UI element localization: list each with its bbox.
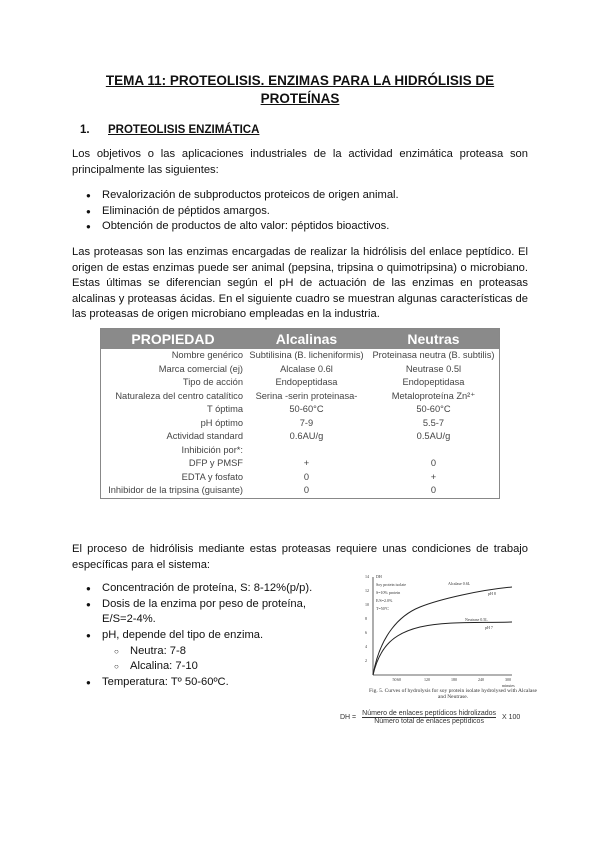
formula-fraction bbox=[362, 710, 496, 725]
table-cell: 0.5AU/g bbox=[416, 431, 451, 441]
table-cell: Neutrase 0.5l bbox=[405, 363, 462, 374]
table-row bbox=[101, 444, 500, 458]
fig-label: S=10% protein bbox=[376, 590, 401, 595]
table-cell: pH óptimo bbox=[200, 417, 243, 428]
table-cell: Metaloproteína Zn²⁺ bbox=[391, 390, 476, 401]
x-tick-label: 120 bbox=[424, 677, 430, 682]
fig-label: pH 7 bbox=[485, 625, 493, 630]
alcalase-curve bbox=[373, 587, 512, 675]
table-cell: Proteinasa neutra (B. subtilis) bbox=[372, 350, 495, 360]
table-cell: Nombre genérico bbox=[171, 350, 243, 360]
objectives-list bbox=[72, 188, 528, 235]
y-tick-label: 6 bbox=[365, 630, 367, 635]
table-cell: Actividad standard bbox=[166, 431, 243, 441]
table-cell bbox=[368, 444, 500, 458]
table-row bbox=[101, 430, 500, 444]
fig-label: T=50°C bbox=[376, 606, 389, 611]
conditions-paragraph: El proceso de hidrólisis mediante estas proteasas requiere unas condiciones de trabajo específicas para el sistema: bbox=[72, 543, 528, 571]
table-header: Neutras bbox=[368, 329, 500, 350]
fig-label: DH bbox=[376, 574, 382, 579]
table-cell: Subtilisina (B. licheniformis) bbox=[249, 350, 364, 360]
table-row bbox=[101, 363, 500, 377]
table-row bbox=[101, 349, 500, 363]
list-item: ● pH, depende del tipo de enzima. bbox=[72, 628, 342, 644]
table-header: Alcalinas bbox=[245, 329, 368, 350]
list-item: ○ Alcalina: 7-10 bbox=[72, 659, 342, 675]
y-tick-label: 10 bbox=[365, 602, 369, 607]
table-cell: Naturaleza del centro catalítico bbox=[115, 390, 243, 401]
x-tick-label: 50 bbox=[392, 677, 397, 682]
table-cell: 0 bbox=[430, 485, 437, 495]
table-row bbox=[101, 484, 500, 498]
fig-label: E/S=2.0% bbox=[376, 598, 393, 603]
table-cell: Inhibición por*: bbox=[181, 444, 243, 455]
formula-denominator: Número total de enlaces peptídicos bbox=[374, 718, 484, 725]
table-cell bbox=[245, 444, 368, 458]
list-item: ● Obtención de productos de alto valor: péptidos bioactivos. bbox=[72, 219, 528, 235]
intro-paragraph: Los objetivos o las aplicaciones industriales de la actividad enzimática proteasa son principalmente las siguientes: bbox=[72, 148, 528, 176]
section-heading bbox=[72, 124, 528, 136]
section-number: 1. bbox=[80, 124, 90, 136]
proteases-table bbox=[100, 328, 500, 499]
formula-numerator: Número de enlaces peptídicos hidrolizados bbox=[362, 710, 497, 717]
page-title: TEMA 11: PROTEOLISIS. ENZIMAS PARA LA HIDRÓLISIS DE PROTEÍNAS bbox=[105, 73, 495, 106]
table-cell: 0 bbox=[303, 485, 310, 495]
y-tick-label: 8 bbox=[365, 616, 367, 621]
fig-label: Neutrase 0.5L bbox=[465, 617, 488, 622]
proteases-paragraph: Las proteasas son las enzimas encargadas de realizar la hidrólisis del enlace peptídico. El origen de estas enzimas puede ser animal (pepsina, tripsina o quimotripsina) o microbiano. Estas últimas se diferencian según el pH de actuación de las enzimas en proteasas alcalinas y proteasas ácidas. En el siguiente cuadro se muestran algunas características de las proteasas de origen microbiano empleadas en la industria. bbox=[72, 245, 528, 321]
formula-factor: X 100 bbox=[502, 714, 521, 721]
x-tick-label: 180 bbox=[451, 677, 457, 682]
hydrolysis-figure bbox=[340, 565, 540, 730]
table-cell: 7-9 bbox=[299, 417, 314, 428]
table-row bbox=[101, 390, 500, 404]
table-cell: Endopeptidasa bbox=[402, 377, 465, 387]
table-cell: + bbox=[303, 458, 310, 468]
x-tick-label: 60 bbox=[397, 677, 401, 682]
table-cell: Inhibidor de la tripsina (guisante) bbox=[108, 485, 243, 495]
figure-caption: Fig. 5. Curves of hydrolysis for soy protein isolate hydrolysed with Alcalase and Neutrase. bbox=[369, 688, 537, 700]
table-cell: 0 bbox=[430, 458, 437, 468]
x-tick-label: 300 bbox=[505, 677, 511, 682]
list-item: ● Dosis de la enzima por peso de proteína, E/S=2-4%. bbox=[72, 597, 342, 628]
table-cell: Alcalase 0.6l bbox=[280, 363, 333, 374]
list-item: ● Temperatura: Tº 50-60ºC. bbox=[72, 675, 342, 691]
intro-block bbox=[72, 147, 528, 323]
table-cell: DFP y PMSF bbox=[188, 458, 243, 468]
table-row bbox=[101, 403, 500, 417]
dh-formula bbox=[340, 710, 520, 725]
table-cell: 50-60°C bbox=[416, 404, 451, 414]
y-tick-label: 2 bbox=[365, 658, 367, 663]
table-cell: Serina -serin proteinasa- bbox=[255, 390, 358, 401]
table-row bbox=[101, 457, 500, 471]
table-cell: Tipo de acción bbox=[182, 377, 243, 387]
table-header: PROPIEDAD bbox=[101, 329, 246, 350]
list-item: ○ Neutra: 7-8 bbox=[72, 644, 342, 660]
table-row bbox=[101, 376, 500, 390]
section-title: PROTEOLISIS ENZIMÁTICA bbox=[108, 124, 260, 136]
x-tick-label: 240 bbox=[478, 677, 484, 682]
list-item: ● Revalorización de subproductos proteicos de origen animal. bbox=[72, 188, 528, 204]
y-tick-label: 14 bbox=[365, 574, 369, 579]
table-cell: + bbox=[430, 471, 437, 482]
y-tick-label: 4 bbox=[365, 644, 367, 649]
fig-label: Alcalase 0.6L bbox=[448, 581, 471, 586]
table-cell: T óptima bbox=[207, 404, 243, 414]
table-cell: EDTA y fosfato bbox=[181, 471, 243, 482]
fig-label: minutes bbox=[502, 683, 515, 688]
table-row bbox=[101, 417, 500, 431]
table-cell: 0 bbox=[303, 471, 310, 482]
table-cell: 0.6AU/g bbox=[289, 431, 324, 441]
table-cell: Endopeptidasa bbox=[275, 377, 338, 387]
list-item: ● Concentración de proteína, S: 8-12%(p/p). bbox=[72, 581, 342, 597]
formula-lhs: DH = bbox=[340, 714, 357, 721]
table-row bbox=[101, 471, 500, 485]
table-cell: Marca comercial (ej) bbox=[158, 363, 243, 374]
fig-label: Soy protein isolate bbox=[376, 582, 406, 587]
conditions-list bbox=[72, 581, 342, 690]
list-item: ● Eliminación de péptidos amargos. bbox=[72, 204, 528, 220]
fig-label: pH 8 bbox=[488, 591, 496, 596]
table-cell: 50-60°C bbox=[289, 404, 324, 414]
table-cell: 5.5-7 bbox=[422, 417, 445, 428]
y-tick-label: 12 bbox=[365, 588, 369, 593]
